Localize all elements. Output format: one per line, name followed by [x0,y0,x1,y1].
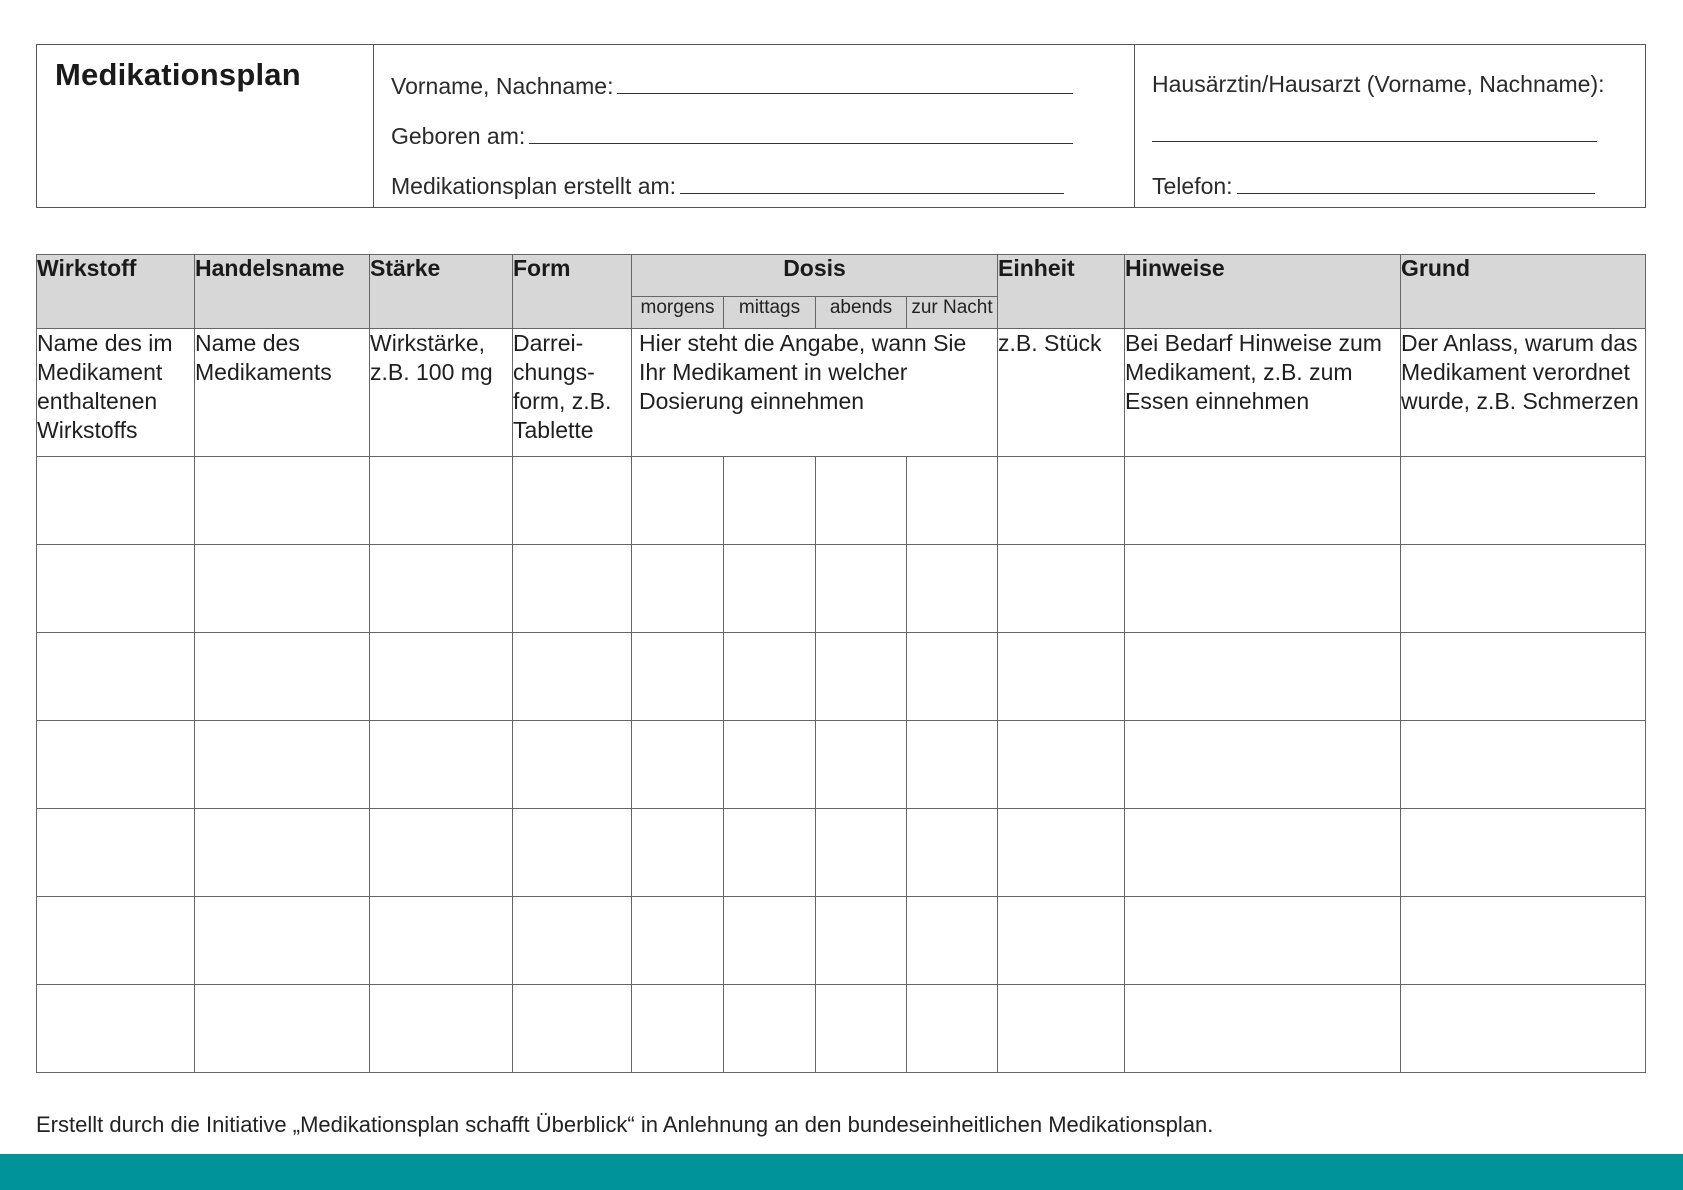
cell-mittags[interactable] [724,809,816,897]
name-input-line[interactable] [617,71,1073,94]
name-field[interactable] [391,71,1073,100]
cell-morgens[interactable] [632,721,724,809]
phone-field[interactable] [1152,171,1595,200]
col-header-form: Form [513,255,632,329]
cell-mittags[interactable] [724,545,816,633]
cell-nacht[interactable] [907,545,998,633]
document-title: Medikationsplan [55,57,301,92]
cell-staerke[interactable] [370,633,513,721]
cell-abends[interactable] [816,721,907,809]
cell-wirkstoff[interactable] [37,985,195,1073]
cell-mittags[interactable] [724,897,816,985]
cell-abends[interactable] [816,897,907,985]
cell-einheit[interactable] [998,545,1125,633]
cell-form[interactable] [513,897,632,985]
birthdate-field[interactable] [391,121,1073,150]
created-date-label: Medikationsplan erstellt am: [391,173,677,199]
header-box [36,44,1646,208]
example-hinweise: Bei Bedarf Hinweise zum Medikament, z.B. zum Essen einnehmen [1125,329,1401,457]
cell-hinweise[interactable] [1125,897,1401,985]
medication-table [36,254,1646,1073]
cell-grund[interactable] [1401,985,1646,1073]
cell-handelsname[interactable] [195,633,370,721]
cell-abends[interactable] [816,457,907,545]
phone-label: Telefon: [1152,173,1233,199]
cell-einheit[interactable] [998,897,1125,985]
cell-morgens[interactable] [632,809,724,897]
cell-grund[interactable] [1401,897,1646,985]
cell-mittags[interactable] [724,633,816,721]
cell-grund[interactable] [1401,545,1646,633]
footer-accent-bar [0,1154,1683,1190]
cell-handelsname[interactable] [195,809,370,897]
cell-nacht[interactable] [907,985,998,1073]
cell-grund[interactable] [1401,721,1646,809]
cell-handelsname[interactable] [195,457,370,545]
example-row [37,329,1646,457]
example-wirkstoff: Name des im Medikament enthaltenen Wirkstoffs [37,329,195,457]
created-date-input-line[interactable] [680,171,1064,194]
cell-hinweise[interactable] [1125,457,1401,545]
example-staerke: Wirkstärke, z.B. 100 mg [370,329,513,457]
cell-nacht[interactable] [907,809,998,897]
cell-staerke[interactable] [370,545,513,633]
cell-nacht[interactable] [907,633,998,721]
cell-nacht[interactable] [907,721,998,809]
doctor-label: Hausärztin/Hausarzt (Vorname, Nachname): [1152,71,1605,97]
cell-staerke[interactable] [370,985,513,1073]
header-row [37,255,1646,297]
cell-hinweise[interactable] [1125,545,1401,633]
cell-form[interactable] [513,809,632,897]
example-dosis: Hier steht die Angabe, wann Sie Ihr Medikament in welcher Dosierung einnehmen [632,329,998,457]
cell-grund[interactable] [1401,457,1646,545]
cell-nacht[interactable] [907,457,998,545]
example-einheit: z.B. Stück [998,329,1125,457]
cell-wirkstoff[interactable] [37,897,195,985]
col-header-grund: Grund [1401,255,1646,329]
doctor-input-line[interactable] [1152,141,1597,142]
table-row [37,457,1646,545]
cell-einheit[interactable] [998,457,1125,545]
cell-abends[interactable] [816,985,907,1073]
cell-morgens[interactable] [632,545,724,633]
dosis-mittags-header: mittags [724,297,816,329]
cell-abends[interactable] [816,545,907,633]
cell-handelsname[interactable] [195,897,370,985]
dosis-abends-header: abends [816,297,907,329]
cell-einheit[interactable] [998,985,1125,1073]
name-label: Vorname, Nachname: [391,73,614,99]
cell-morgens[interactable] [632,457,724,545]
cell-abends[interactable] [816,633,907,721]
cell-wirkstoff[interactable] [37,721,195,809]
cell-hinweise[interactable] [1125,721,1401,809]
cell-mittags[interactable] [724,985,816,1073]
cell-nacht[interactable] [907,897,998,985]
created-date-field[interactable] [391,171,1064,200]
cell-morgens[interactable] [632,633,724,721]
cell-morgens[interactable] [632,985,724,1073]
dosis-nacht-header: zur Nacht [907,297,998,329]
table-row [37,721,1646,809]
cell-wirkstoff[interactable] [37,809,195,897]
cell-hinweise[interactable] [1125,633,1401,721]
cell-grund[interactable] [1401,809,1646,897]
footer-note: Erstellt durch die Initiative „Medikationsplan schafft Überblick“ in Anlehnung an den bundeseinheitlichen Medikationsplan. [36,1112,1214,1137]
cell-wirkstoff[interactable] [37,545,195,633]
cell-einheit[interactable] [998,809,1125,897]
patient-info-cell [374,45,1135,207]
cell-staerke[interactable] [370,809,513,897]
cell-einheit[interactable] [998,633,1125,721]
col-header-staerke: Stärke [370,255,513,329]
title-cell [37,45,374,207]
cell-form[interactable] [513,721,632,809]
table-row [37,809,1646,897]
col-header-dosis: Dosis [632,255,998,297]
doctor-info-cell [1135,45,1645,207]
example-form: Darrei-chungs-form, z.B. Tablette [513,329,632,457]
col-header-einheit: Einheit [998,255,1125,329]
cell-wirkstoff[interactable] [37,633,195,721]
cell-form[interactable] [513,457,632,545]
table-row [37,545,1646,633]
cell-handelsname[interactable] [195,985,370,1073]
cell-morgens[interactable] [632,897,724,985]
cell-wirkstoff[interactable] [37,457,195,545]
col-header-wirkstoff: Wirkstoff [37,255,195,329]
cell-einheit[interactable] [998,721,1125,809]
table-row [37,985,1646,1073]
birthdate-input-line[interactable] [529,121,1073,144]
cell-form[interactable] [513,985,632,1073]
table-row [37,633,1646,721]
phone-input-line[interactable] [1237,171,1595,194]
cell-hinweise[interactable] [1125,809,1401,897]
cell-mittags[interactable] [724,457,816,545]
cell-grund[interactable] [1401,633,1646,721]
cell-mittags[interactable] [724,721,816,809]
example-grund: Der Anlass, warum das Medikament verordnet wurde, z.B. Schmerzen [1401,329,1646,457]
cell-form[interactable] [513,545,632,633]
cell-abends[interactable] [816,809,907,897]
dosis-morgens-header: morgens [632,297,724,329]
table-row [37,897,1646,985]
col-header-hinweise: Hinweise [1125,255,1401,329]
cell-hinweise[interactable] [1125,985,1401,1073]
cell-handelsname[interactable] [195,545,370,633]
cell-form[interactable] [513,633,632,721]
cell-staerke[interactable] [370,721,513,809]
cell-handelsname[interactable] [195,721,370,809]
cell-staerke[interactable] [370,897,513,985]
col-header-handelsname: Handelsname [195,255,370,329]
birthdate-label: Geboren am: [391,123,526,149]
example-handelsname: Name des Medikaments [195,329,370,457]
cell-staerke[interactable] [370,457,513,545]
